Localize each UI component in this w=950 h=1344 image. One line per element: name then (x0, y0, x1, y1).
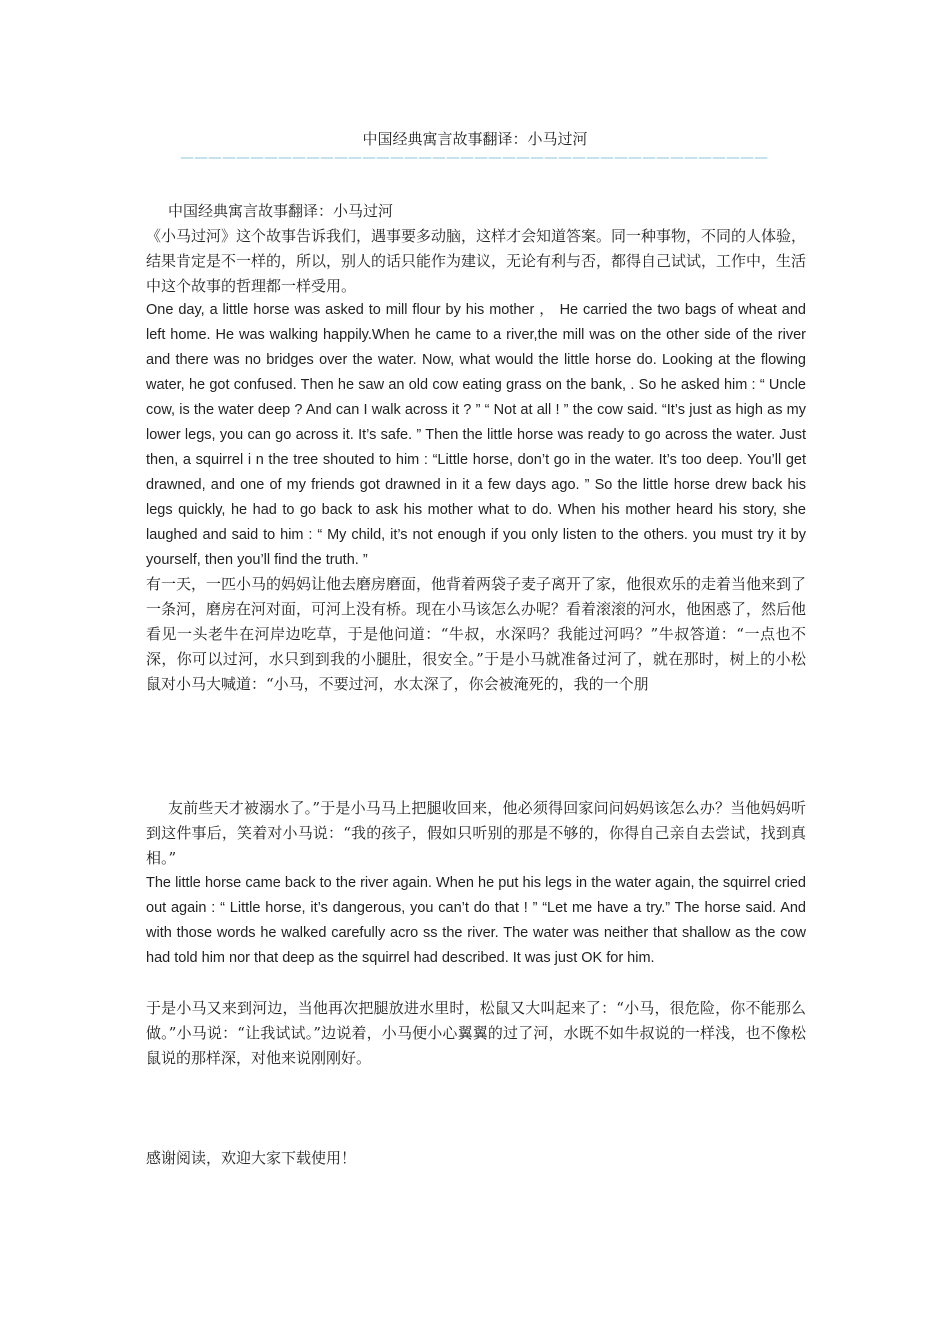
header-title: 中国经典寓言故事翻译：小马过河 (362, 130, 588, 148)
closing-note: 感谢阅读，欢迎大家下载使用！ (146, 1149, 357, 1167)
paragraph-intro: 《小马过河》这个故事告诉我们，遇事要多动脑，这样才会知道答案。同一种事物，不同的人体验，结果肯定是不一样的，所以，别人的话只能作为建议，无论有利与否，都得自己试试，工作中，生活中这个故事的哲理都一样受用。 (146, 227, 807, 295)
paragraph-english-1: One day, a little horse was asked to mill flour by his mother ， He carried the two bags of wheat and left home. He was walking happily.When he came to a river,the mill was on the other side of the river and there was no bridges over the water. Now, what would the little horse do. Looking at the flowing water, he got confused. Then he saw an old cow eating grass on the bank, . So he asked him : “ Uncle cow, is the water deep ? And can I walk across it ? ” “ Not at all ! ” the cow said. “It’s just as high as my lower legs, you can go across it. It’s safe. ” Then the little horse was ready to go across the water. Just then, a squirrel i n the tree shouted to him : “Little horse, don’t go in the water. It’s too deep. You’ll get drawned, and one of my friends got drawned in it a few days ago. ” So the little horse drew back his legs quickly, he had to go back to ask his mother what to do. When his mother heard his story, she laughed and said to him : “ My child, it’s not enough if you only listen to the others. you must try it by yourself, then you’ll find the truth. ” (146, 302, 806, 568)
paragraph-chinese-2: 友前些天才被溺水了。”于是小马马上把腿收回来，他必须得回家问问妈妈该怎么办？当他妈妈听到这件事后，笑着对小马说：“我的孩子，假如只听别的那是不够的，你得自己亲自去尝试，找到真相。” (146, 799, 806, 867)
paragraph-english-2: The little horse came back to the river again. When he put his legs in the water again, the squirrel cried out again : “ Little horse, it’s dangerous, you can’t do that ! ” “Let me have a try.” The horse said. And with those words he walked carefully acro ss the river. The water was neither that shallow as the cow had told him nor that deep as the squirrel had described. It was just OK for him. (146, 875, 806, 966)
paragraph-title: 中国经典寓言故事翻译：小马过河 (168, 202, 394, 220)
paragraph-chinese-1: 有一天，一匹小马的妈妈让他去磨房磨面，他背着两袋子麦子离开了家，他很欢乐的走着当他来到了一条河，磨房在河对面，可河上没有桥。现在小马该怎么办呢？看着滚滚的河水，他困惑了，然后他看见一头老牛在河岸边吃草，于是他问道：“牛叔，水深吗？我能过河吗？”牛叔答道：“一点也不深，你可以过河，水只到到我的小腿肚，很安全。”于是小马就准备过河了，就在那时，树上的小松鼠对小马大喊道：“小马，不要过河，水太深了，你会被淹死的，我的一个朋 (146, 575, 807, 693)
header-divider: —————————————————————————————————————————— (180, 150, 768, 166)
paragraph-chinese-3: 于是小马又来到河边，当他再次把腿放进水里时，松鼠又大叫起来了：“小马，很危险，你不能那么做。”小马说：“让我试试。”边说着，小马便小心翼翼的过了河，水既不如牛叔说的一样浅，也不像松鼠说的那样深，对他来说刚刚好。 (146, 999, 806, 1067)
